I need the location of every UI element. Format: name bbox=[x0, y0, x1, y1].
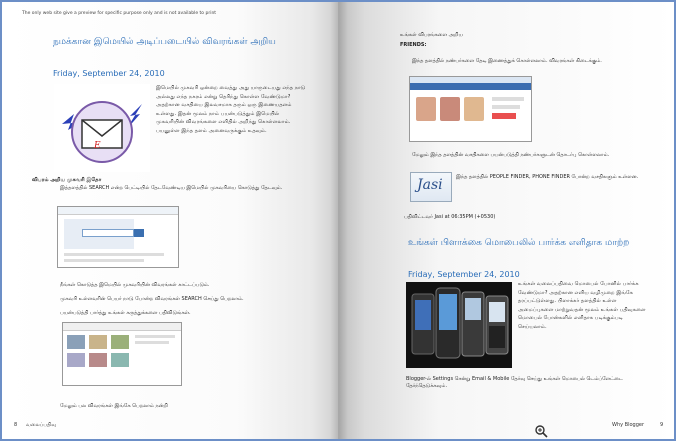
post-title-2[interactable]: உங்கள் பிளாக்கை மொபைலில் பார்க்க எளிதாக மாற்ற bbox=[408, 238, 630, 248]
logo-text: Jasi bbox=[417, 177, 443, 193]
bullet-item: இத்தளத்தில் SEARCH என்ற பெட்டியில் தேடவேண்டிய இமெயில் முகவரியை கொடுத்து தேடவும். bbox=[60, 185, 283, 191]
post-body: இமெயில் முகவரி ஒன்றை வைத்து அது யாருடையது எந்த நாடு அல்லது எந்த நகரம் என்று தெரிந்து கொள்ள வேண்டுமா? அதற்கான வசதியை இலவசமாக தரும் ஒரு இணையதளம் உள்ளது. இதன் மூலம் நாம் பயன்படுத்தும் இமெயில் முகவரியின் விவரங்களை எளிதில் அறிந்து கொள்ளலாம். பயனுள்ள இந்த தளம் அனைவருக்கும் உதவும். bbox=[156, 85, 306, 134]
website-screenshot bbox=[57, 206, 179, 268]
footer-bullet: மேலும் பல விவரங்கள் இங்கே பெறலாம் நன்றி bbox=[60, 403, 168, 409]
email-illustration bbox=[54, 84, 150, 172]
website-screenshot bbox=[62, 322, 182, 386]
left-page bbox=[2, 2, 338, 439]
svg-text:E: E bbox=[94, 141, 101, 151]
bullet-item: பயன்படுத்தி பார்த்து உங்கள் கருத்துக்களை பதிவிடுங்கள். bbox=[60, 310, 191, 316]
post-body-2: உங்கள் வலைப்பதிவை மொபைல் போனில் பார்க்க வேண்டுமா? அதற்கான எளிய வழிமுறை இங்கே தரப்பட்டுள்ளது. பிளாக்கர் தளத்தில் உள்ள அமைப்புகளை மாற்றுவதன் மூலம் உங்கள் பதிவுகளை மொபைல் போன்களில் எளிதாக படிக்கும்படி செய்யலாம். bbox=[518, 281, 646, 330]
post-date: Friday, September 24, 2010 bbox=[53, 69, 165, 78]
page-number: 8 bbox=[14, 422, 18, 428]
bullet-item: இந்த தளத்தில் நண்பர்களை தேடி இணைத்துக் கொள்ளலாம். விவரங்கள் கிடைக்கும். bbox=[412, 58, 602, 64]
post-body-3: Blogger-ல் Settings சென்று Email & Mobile தேர்வு செய்து உங்கள் மொபைல் டெம்ப்ளேட்டை தேர்ந்தெடுக்கவும். bbox=[406, 376, 623, 389]
friends-label: FRIENDS: bbox=[400, 42, 427, 48]
right-page bbox=[338, 2, 674, 439]
logo-caption: இந்த தளத்தில் PEOPLE FINDER, PHONE FINDER போன்ற வசதிகளும் உள்ளன. bbox=[456, 174, 639, 180]
post-caption: விபரம் அறிய முகவரி இதோ bbox=[32, 177, 102, 183]
zoom-icon[interactable] bbox=[534, 424, 548, 438]
page-label: வலைப்பதிவு bbox=[26, 422, 56, 428]
header-note: The only web site give a preview for specific purpose only and is not available to print bbox=[22, 11, 217, 16]
post-title[interactable]: நமக்கான இமெயில் அடிப்படையில் விவரங்கள் அறிய bbox=[53, 37, 276, 47]
bullet-item: முகவரி உள்ளவரின் பெயர் நாடு போன்ற விவரங்கள் SEARCH செய்து பெறலாம். bbox=[60, 296, 244, 302]
bullet-item: மேலும் இந்த தளத்தின் வசதிகளை பயன்படுத்தி நண்பர்களுடன் தொடர்பு கொள்ளலாம். bbox=[412, 152, 610, 158]
bullet-item: நீங்கள் கொடுத்த இமெயில் முகவரியின் விவரங்கள் காட்டப்படும். bbox=[60, 282, 210, 288]
book-spine bbox=[330, 2, 348, 439]
posted-by: பதிவிட்டவர் Jasi at 06:35PM (+0530) bbox=[404, 214, 496, 220]
page-label: Why Blogger bbox=[612, 422, 645, 428]
phones-image bbox=[406, 282, 512, 368]
page-number: 9 bbox=[660, 422, 664, 428]
website-screenshot bbox=[409, 76, 532, 142]
section-line: உங்கள் விபரங்களை அறிய bbox=[400, 32, 463, 38]
jasi-logo bbox=[410, 172, 452, 202]
post-date-2: Friday, September 24, 2010 bbox=[408, 270, 520, 279]
